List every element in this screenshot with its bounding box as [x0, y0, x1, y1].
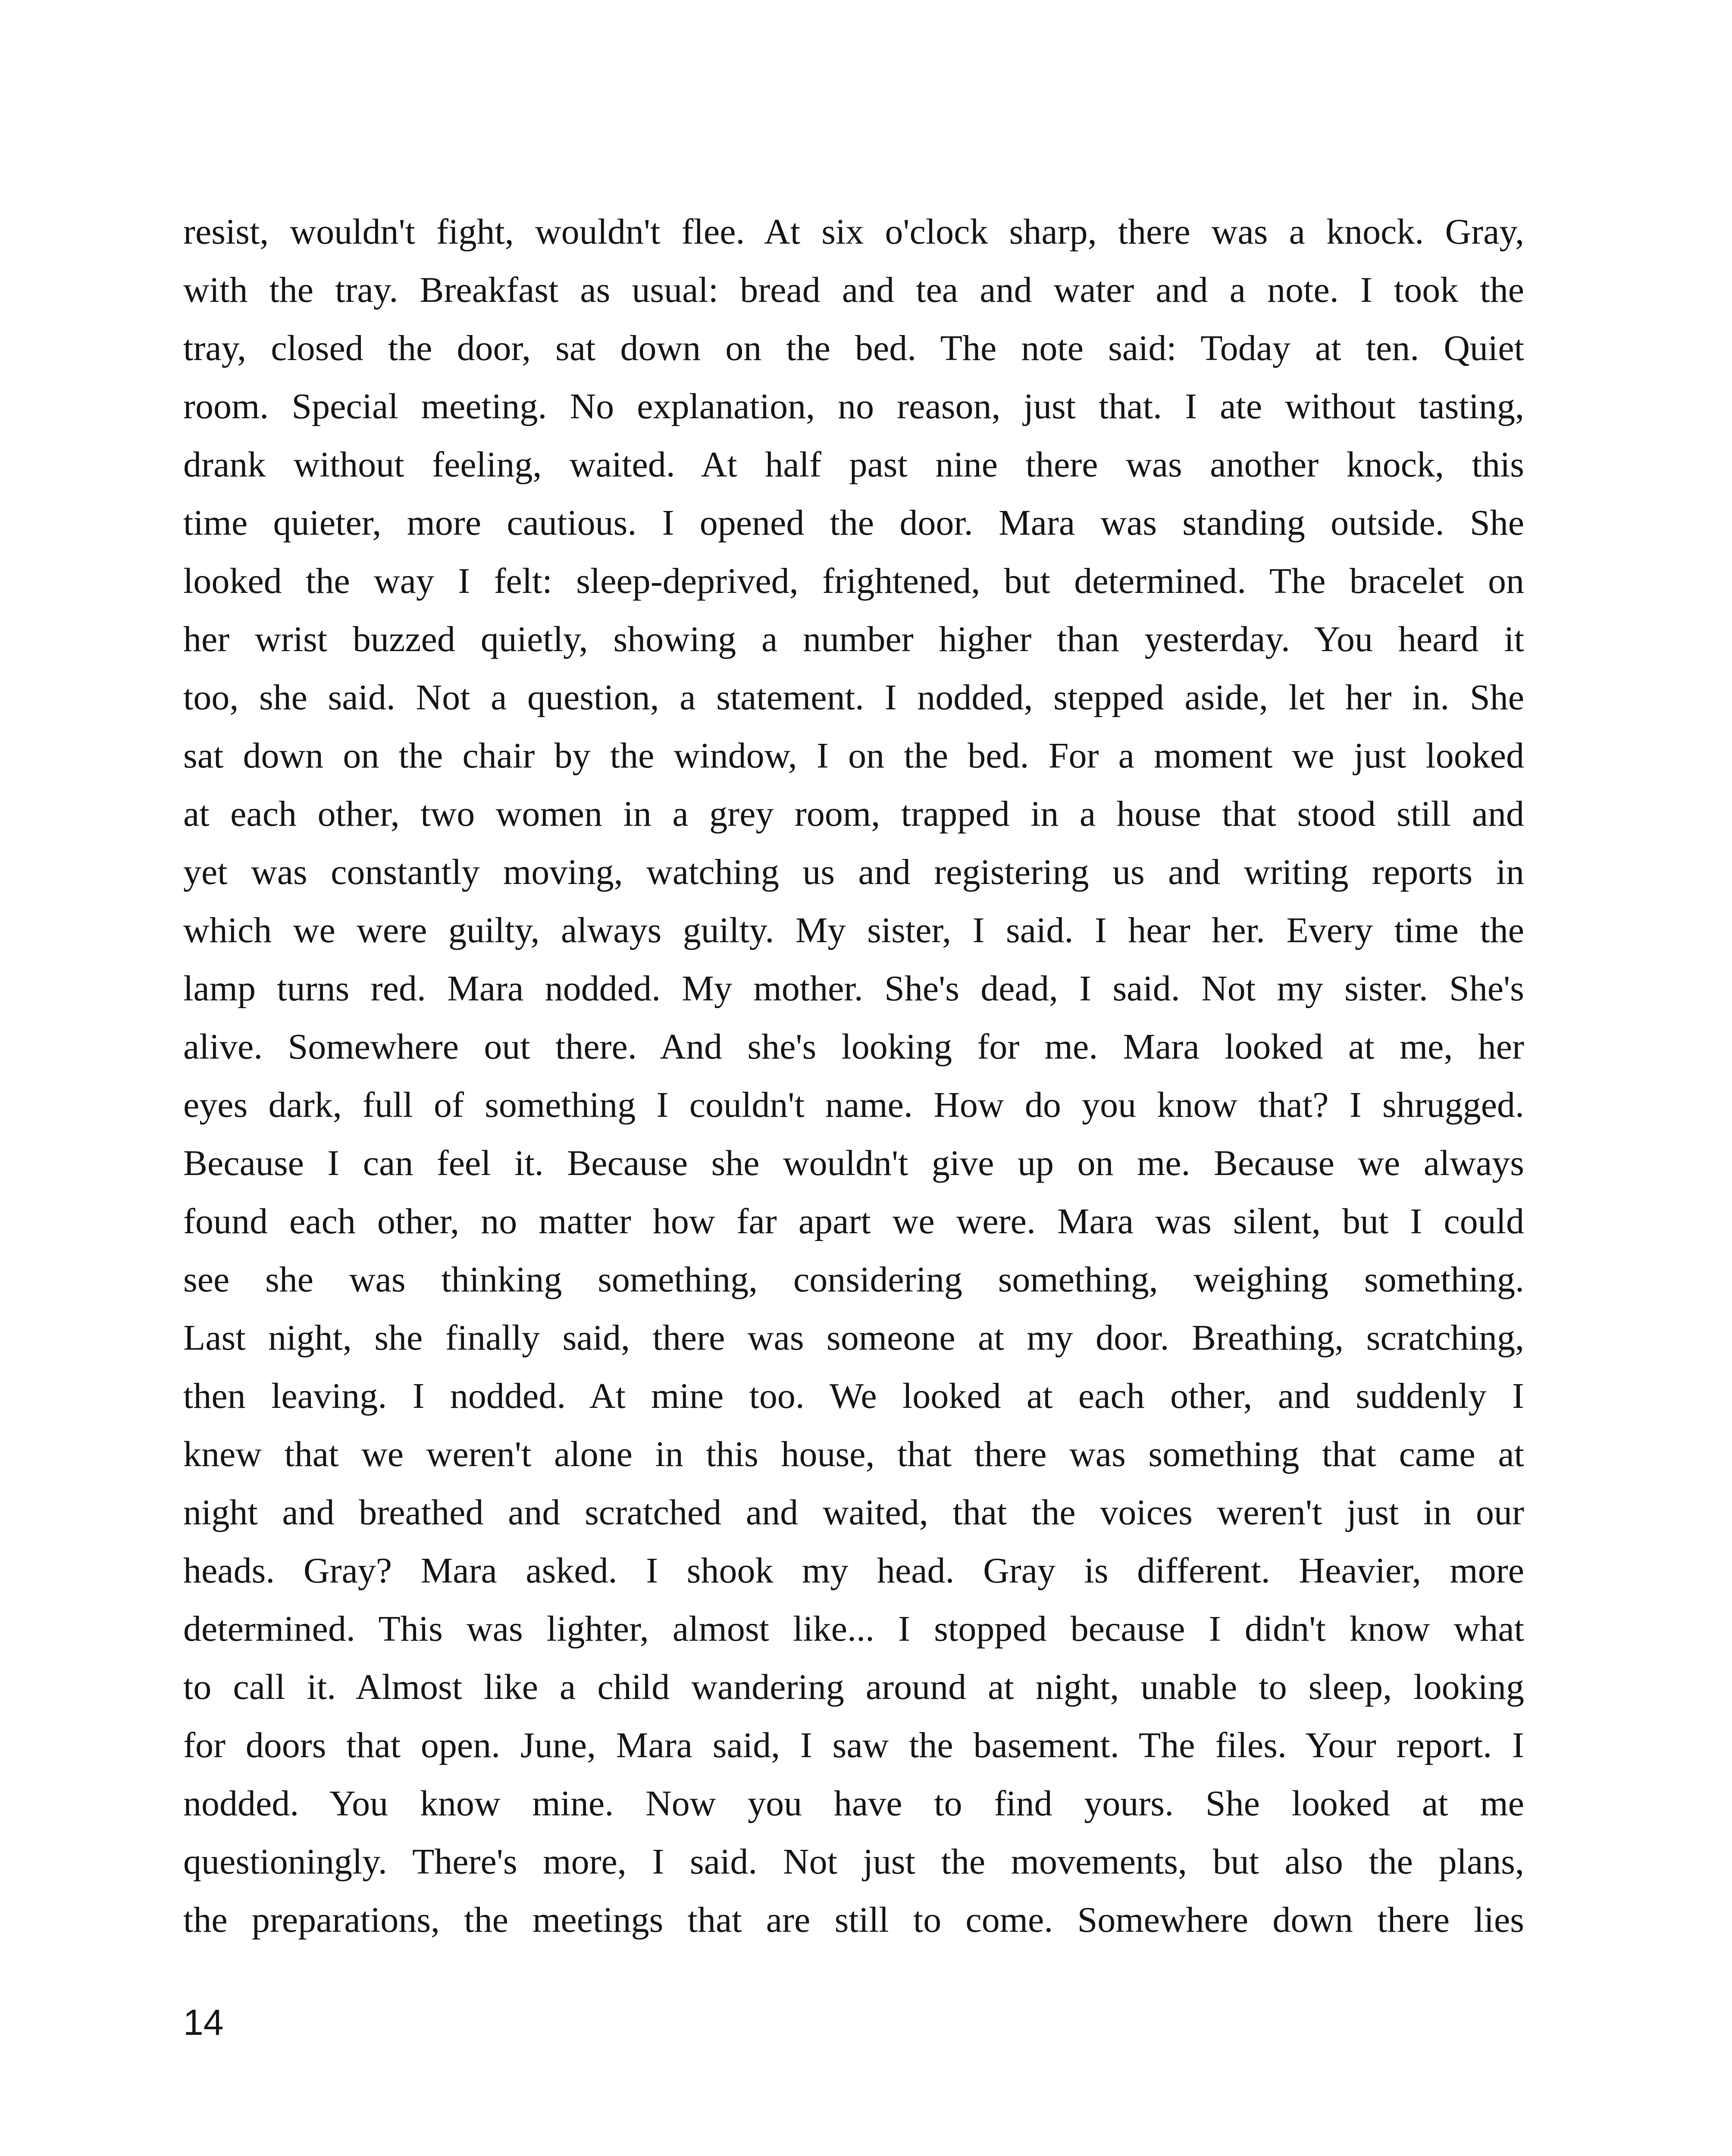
text-line: at each other, two women in a grey room, trapped in a house that stood still and — [183, 794, 1524, 834]
text-line: determined. This was lighter, almost like... I stopped because I didn't know what — [183, 1609, 1524, 1649]
text-line: questioningly. There's more, I said. Not just the movements, but also the plans, — [183, 1842, 1524, 1882]
text-line: the preparations, the meetings that are still to come. Somewhere down there lies — [183, 1900, 1524, 1940]
page-number: 14 — [183, 2002, 224, 2043]
text-line: which we were guilty, always guilty. My sister, I said. I hear her. Every time the — [183, 910, 1524, 950]
text-line: to call it. Almost like a child wandering around at night, unable to sleep, looking — [183, 1667, 1524, 1707]
text-line: then leaving. I nodded. At mine too. We looked at each other, and suddenly I — [183, 1376, 1524, 1416]
text-line: see she was thinking something, considering something, weighing something. — [183, 1260, 1524, 1300]
text-line: knew that we weren't alone in this house, that there was something that came at — [183, 1434, 1524, 1474]
text-line: drank without feeling, waited. At half past nine there was another knock, this — [183, 445, 1524, 485]
text-line: lamp turns red. Mara nodded. My mother. She's dead, I said. Not my sister. She's — [183, 968, 1524, 1009]
text-line: alive. Somewhere out there. And she's looking for me. Mara looked at me, her — [183, 1027, 1524, 1067]
text-line: nodded. You know mine. Now you have to find yours. She looked at me — [183, 1783, 1524, 1824]
text-line: eyes dark, full of something I couldn't name. How do you know that? I shrugged. — [183, 1085, 1524, 1125]
text-line: resist, wouldn't fight, wouldn't flee. At six o'clock sharp, there was a knock. Gray, — [183, 212, 1524, 252]
text-line: too, she said. Not a question, a statement. I nodded, stepped aside, let her in. She — [183, 677, 1524, 718]
text-line: Last night, she finally said, there was someone at my door. Breathing, scratching, — [183, 1318, 1524, 1358]
text-line: for doors that open. June, Mara said, I saw the basement. The files. Your report. I — [183, 1725, 1524, 1765]
text-line: her wrist buzzed quietly, showing a number higher than yesterday. You heard it — [183, 619, 1524, 659]
text-line: night and breathed and scratched and waited, that the voices weren't just in our — [183, 1492, 1524, 1532]
text-line: found each other, no matter how far apart we were. Mara was silent, but I could — [183, 1201, 1524, 1241]
text-line: heads. Gray? Mara asked. I shook my head. Gray is different. Heavier, more — [183, 1551, 1524, 1591]
text-line: sat down on the chair by the window, I on the bed. For a moment we just looked — [183, 736, 1524, 776]
text-line: yet was constantly moving, watching us and registering us and writing reports in — [183, 852, 1524, 892]
body-paragraph — [183, 203, 1524, 1949]
text-line: room. Special meeting. No explanation, no reason, just that. I ate without tasting, — [183, 386, 1524, 426]
text-line: Because I can feel it. Because she wouldn't give up on me. Because we always — [183, 1143, 1524, 1183]
text-line: tray, closed the door, sat down on the bed. The note said: Today at ten. Quiet — [183, 328, 1524, 368]
text-line: looked the way I felt: sleep-deprived, frightened, but determined. The bracelet on — [183, 561, 1524, 601]
text-line: with the tray. Breakfast as usual: bread and tea and water and a note. I took the — [183, 270, 1524, 310]
text-line: time quieter, more cautious. I opened the door. Mara was standing outside. She — [183, 503, 1524, 543]
